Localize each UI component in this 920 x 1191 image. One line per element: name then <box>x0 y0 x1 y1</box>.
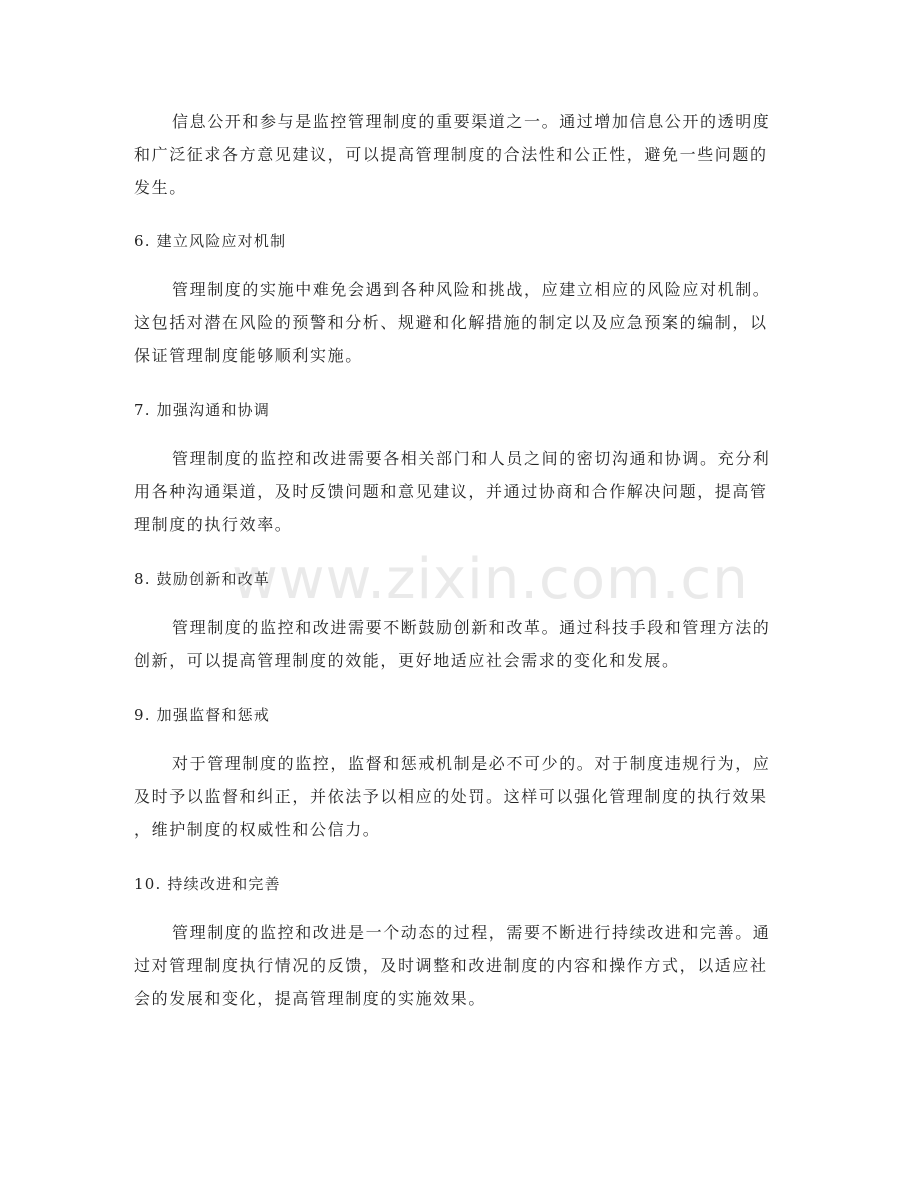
paragraph-line: 过对管理制度执行情况的反馈，及时调整和改进制度的内容和操作方式，以适应社 <box>134 956 768 975</box>
paragraph-line: 创新，可以提高管理制度的效能，更好地适应社会需求的变化和发展。 <box>134 651 680 670</box>
section-heading: 8. 鼓励创新和改革 <box>134 570 271 588</box>
paragraph-line: 理制度的执行效率。 <box>134 515 293 534</box>
section-heading: 6. 建立风险应对机制 <box>134 232 287 250</box>
watermark: www.zixin.com.cn <box>232 547 749 612</box>
paragraph-line: 管理制度的实施中难免会遇到各种风险和挑战，应建立相应的风险应对机制。 <box>172 280 771 299</box>
paragraph-line: 用各种沟通渠道，及时反馈问题和意见建议，并通过协商和合作解决问题，提高管 <box>134 482 768 501</box>
paragraph-line: ，维护制度的权威性和公信力。 <box>134 820 381 839</box>
paragraph-line: 信息公开和参与是监控管理制度的重要渠道之一。通过增加信息公开的透明度 <box>172 112 771 131</box>
paragraph-line: 对于管理制度的监控，监督和惩戒机制是必不可少的。对于制度违规行为，应 <box>172 754 771 773</box>
paragraph-line: 及时予以监督和纠正，并依法予以相应的处罚。这样可以强化管理制度的执行效果 <box>134 787 768 806</box>
paragraph-line: 管理制度的监控和改进是一个动态的过程，需要不断进行持续改进和完善。通 <box>172 923 771 942</box>
paragraph-line: 这包括对潜在风险的预警和分析、规避和化解措施的制定以及应急预案的编制，以 <box>134 313 768 332</box>
paragraph-line: 发生。 <box>134 178 187 197</box>
paragraph-line: 管理制度的监控和改进需要不断鼓励创新和改革。通过科技手段和管理方法的 <box>172 618 771 637</box>
section-heading: 9. 加强监督和惩戒 <box>134 706 271 724</box>
paragraph-line: 会的发展和变化，提高管理制度的实施效果。 <box>134 989 487 1008</box>
section-heading: 10. 持续改进和完善 <box>134 875 281 893</box>
paragraph-line: 保证管理制度能够顺利实施。 <box>134 346 363 365</box>
paragraph-line: 管理制度的监控和改进需要各相关部门和人员之间的密切沟通和协调。充分利 <box>172 449 771 468</box>
section-heading: 7. 加强沟通和协调 <box>134 401 271 419</box>
paragraph-line: 和广泛征求各方意见建议，可以提高管理制度的合法性和公正性，避免一些问题的 <box>134 145 768 164</box>
